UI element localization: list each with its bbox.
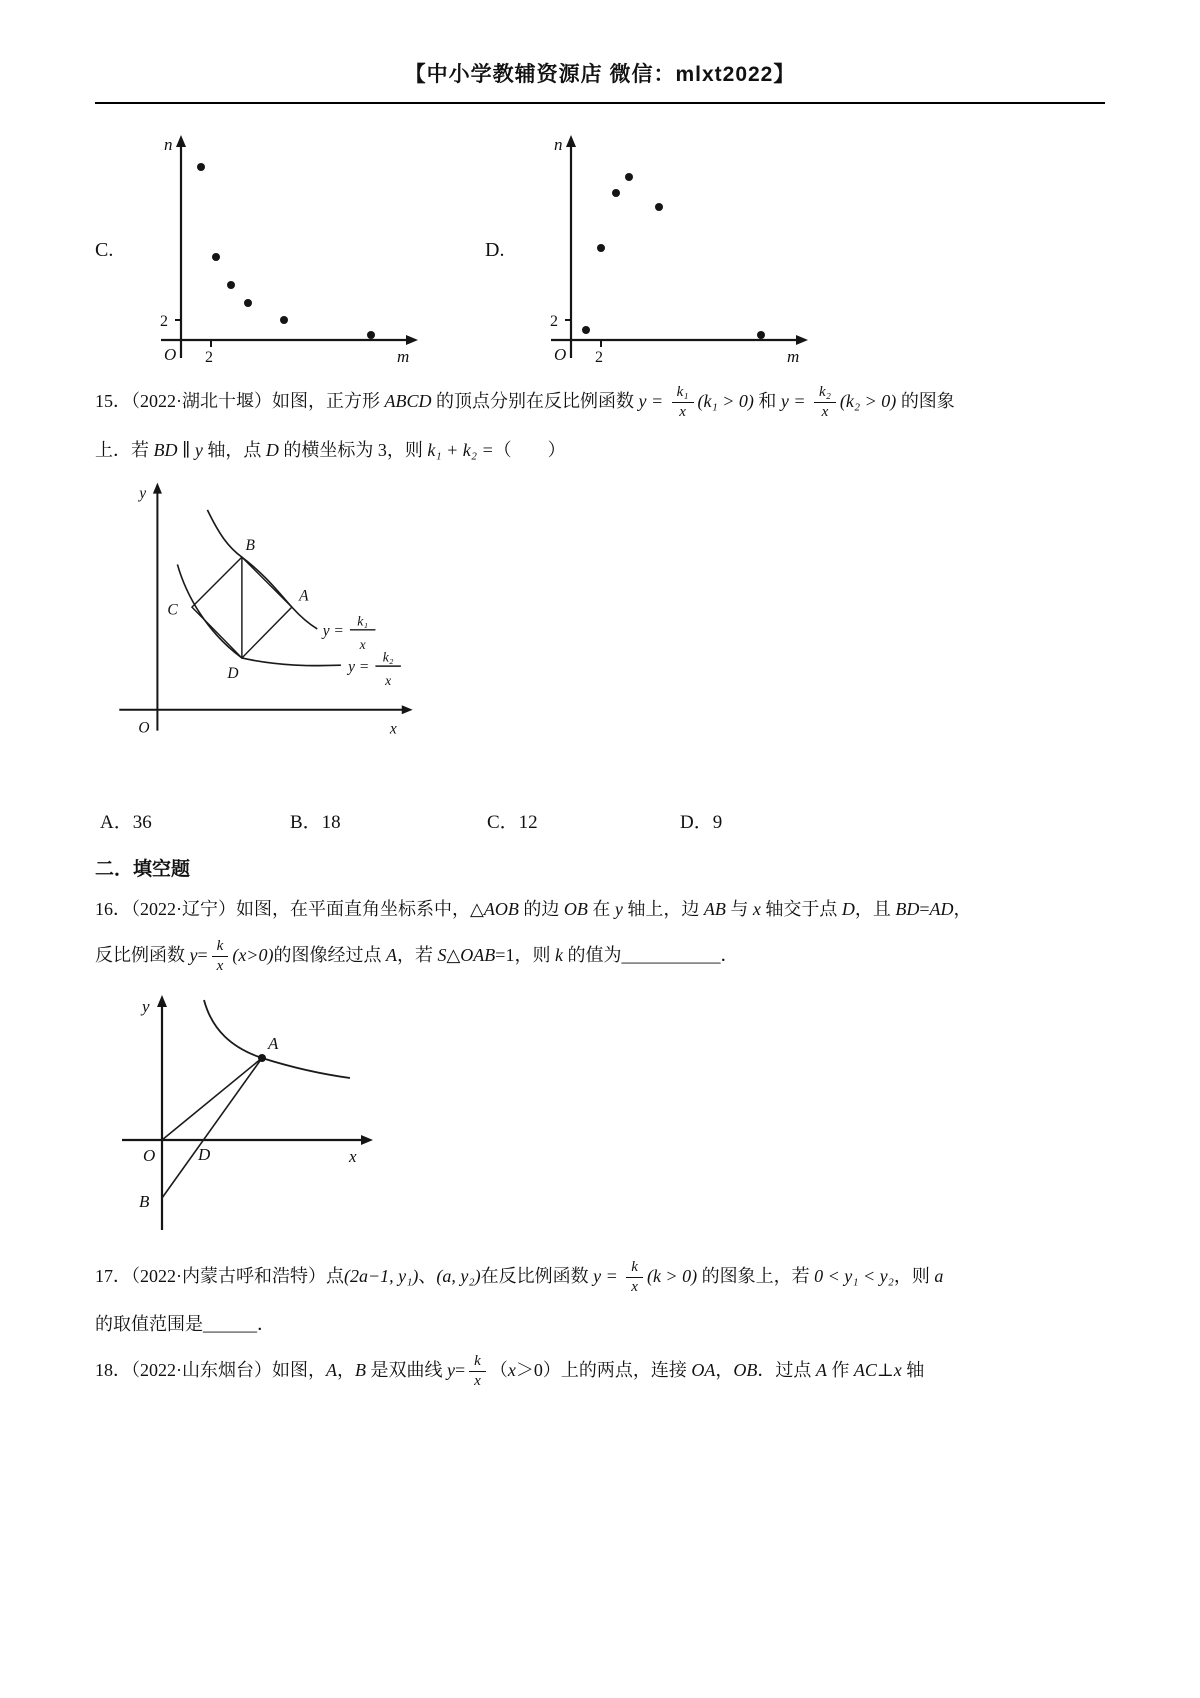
text-run: 轴 [901,1359,925,1380]
q16-figure [112,990,412,1240]
math-run: (k₁ > 0) [697,390,754,411]
text-run: ⊥ [876,1359,894,1380]
scatter-point [757,331,765,339]
header-divider [95,102,1105,104]
q15-line-2 [95,436,1110,465]
q16-line-2 [95,938,1110,976]
option-plot-c [95,130,441,370]
math-run: OA [691,1359,716,1380]
option-plot-d [485,130,831,370]
text-run: 18．（2022·山东烟台）如图， [95,1359,326,1380]
point-label-a: A [268,1033,279,1053]
math-run: y [614,899,623,920]
math-run: y = [780,390,811,411]
text-run: 与 [725,899,753,920]
text-run: =1，则 [495,944,555,965]
y-axis-label: n [164,135,173,154]
option-plots-row [95,130,1200,370]
q17-line-1 [95,1259,1110,1297]
math-run: B [355,1359,366,1380]
y-axis-label: y [139,485,147,503]
math-run: AC [853,1359,877,1380]
plot-option-label-c: C. [95,238,114,261]
text-run: = [455,1359,466,1380]
hyperbola-k2-curve [177,565,341,666]
text-run: △ [446,944,461,965]
y-axis-label: y [142,996,150,1016]
math-run: y [447,1359,455,1380]
text-run: 作 [826,1359,854,1380]
text-run: = [197,944,208,965]
scatter-point [197,163,205,171]
math-run: A [385,944,397,965]
axes [551,135,808,358]
text-run: ， [337,1359,355,1380]
scatter-point [625,173,633,181]
point-a-dot [258,1054,266,1062]
math-run: ABCD [384,390,432,411]
math-run: S [437,944,447,965]
text-run: 16．（2022·辽宁）如图，在平面直角坐标系中，△ [95,899,484,920]
inline-fraction: $\frac{\text{k₁}}{x}$ [672,384,694,422]
vertex-label-b: B [245,537,255,555]
text-run: 的图象上，若 [697,1265,815,1286]
text-run: 反比例函数 [95,944,190,965]
math-run: BD [153,439,178,460]
point-label-b: B [139,1191,150,1211]
option-d: D．9 [680,812,723,834]
math-run: y [194,439,203,460]
scatter-point [582,326,590,334]
q15-figure [112,478,439,778]
math-run: A [815,1359,827,1380]
scatter-point [597,244,605,252]
svg-text:k₂: k₂ [382,649,394,665]
text-run: ， [715,1359,734,1380]
inline-fraction: $\frac{k}{x}$ [469,1353,486,1391]
text-run: = [919,899,930,920]
origin-label: O [164,345,177,364]
text-run: 的横坐标为 3，则 [278,439,428,460]
text-run: （ ） [493,439,566,460]
scatter-point [244,299,252,307]
math-run: x [893,1359,902,1380]
origin-label: O [138,719,150,737]
math-run: (k₂ > 0) [839,390,897,411]
scatter-point [227,281,235,289]
math-run: OB [563,899,588,920]
text-run: 17．（2022·内蒙古呼和浩特）点 [95,1265,344,1286]
curve2-equation-label [346,650,401,689]
q15-line-1 [95,384,1110,422]
svg-text:k₁: k₁ [357,613,369,629]
scatter-plot-d [531,130,831,370]
hyperbola-k1-curve [207,510,317,629]
text-run: 的顶点分别在反比例函数 [431,390,639,411]
math-run: x [752,899,761,920]
text-run: （ [489,1359,508,1380]
math-run: (k > 0) [646,1265,698,1286]
math-run: AOB [483,899,519,920]
x-tick-label: 2 [205,349,213,366]
q16-figure-wrap [112,990,1200,1245]
text-run: 的图象 [896,390,955,411]
svg-text:y =: y = [322,622,344,640]
scatter-point [280,316,288,324]
x-axis-label: m [787,347,800,366]
point-label-d: D [198,1144,211,1164]
x-axis-label: x [349,1146,357,1166]
inline-fraction: $\frac{k}{x}$ [626,1259,643,1297]
x-axis-label: x [389,720,397,738]
math-run: (a, y₂) [436,1265,481,1286]
text-run: ∥ [177,439,195,460]
text-run: ，则 [893,1265,935,1286]
page-header-title: 【中小学教辅资源店 微信：mlxt2022】 [404,63,796,86]
scatter-points [582,173,765,339]
math-run: y = [593,1265,623,1286]
axes [119,483,412,731]
math-run: a [934,1265,944,1286]
vertex-label-d: D [227,665,239,683]
scatter-points [197,163,375,339]
origin-label: O [143,1145,156,1165]
math-run: 0 < y₁ < y₂ [814,1265,894,1286]
text-run: 上．若 [95,439,154,460]
question-18 [95,1353,1110,1391]
text-run: 、 [418,1265,437,1286]
text-run: 轴交于点 [760,899,842,920]
question-17 [95,1259,1110,1339]
origin-label: O [554,345,567,364]
text-run: ，若 [396,944,438,965]
option-b: B．18 [290,812,341,834]
inline-fraction: $\frac{k}{x}$ [212,938,229,976]
y-axis-label: n [554,135,563,154]
text-run: 15．（2022·湖北十堰）如图，正方形 [95,390,385,411]
vertex-label-a: A [299,588,309,606]
inline-fraction: $\frac{\text{k₂}}{x}$ [814,384,836,422]
text-run: 的图像经过点 [273,944,386,965]
y-tick-label: 2 [160,313,168,330]
scatter-point [367,331,375,339]
math-run: OAB [460,944,496,965]
math-run: AB [703,899,726,920]
scatter-point [655,203,663,211]
svg-text:x: x [359,637,366,653]
q18-line-1 [95,1353,1110,1391]
curve1-equation-label [321,614,376,653]
text-run: ， [953,899,972,920]
y-tick-label: 2 [550,313,558,330]
q16-line-1 [95,895,1110,924]
plot-option-label-d: D. [485,238,505,261]
x-axis-label: m [397,347,410,366]
text-run: ．过点 [757,1359,816,1380]
option-a: A．36 [100,812,152,834]
svg-text:y =: y = [348,658,370,676]
scatter-plot-c [141,130,441,370]
math-run: k₁ + k₂ = [427,439,494,460]
math-run: D [841,899,855,920]
math-run: y [189,944,198,965]
text-run: 是双曲线 [366,1359,447,1380]
math-run: x [507,1359,516,1380]
q17-line-2 [95,1310,1110,1339]
svg-text:x: x [385,673,392,689]
text-run: 和 [753,390,781,411]
question-15 [95,384,1110,464]
option-c: C．12 [487,812,538,834]
axes [122,995,373,1230]
math-run: (2a−1, y₁) [344,1265,419,1286]
text-run: 的边 [518,899,564,920]
text-run: ＞0）上的两点，连接 [515,1359,692,1380]
question-16 [95,895,1110,975]
math-run: (x>0) [232,944,274,965]
q15-options-row [100,807,1200,834]
x-tick-label: 2 [595,349,603,366]
text-run: ，且 [854,899,896,920]
math-run: k [554,944,563,965]
math-run: AD [929,899,954,920]
text-run: 在反比例函数 [480,1265,594,1286]
scatter-point [212,253,220,261]
math-run: OB [733,1359,758,1380]
math-run: D [265,439,279,460]
math-run: y = [638,390,668,411]
text-run: 的值为___________． [562,944,739,965]
text-run: 在 [587,899,615,920]
math-run: BD [895,899,920,920]
section-2-heading: 二．填空题 [95,859,191,881]
q15-figure-wrap [112,478,1200,783]
text-run: 轴上，边 [622,899,704,920]
scatter-point [612,189,620,197]
text-run: 轴，点 [202,439,266,460]
text-run: 的取值范围是______． [95,1314,275,1335]
math-run: A [326,1359,337,1380]
vertex-label-c: C [167,601,178,619]
